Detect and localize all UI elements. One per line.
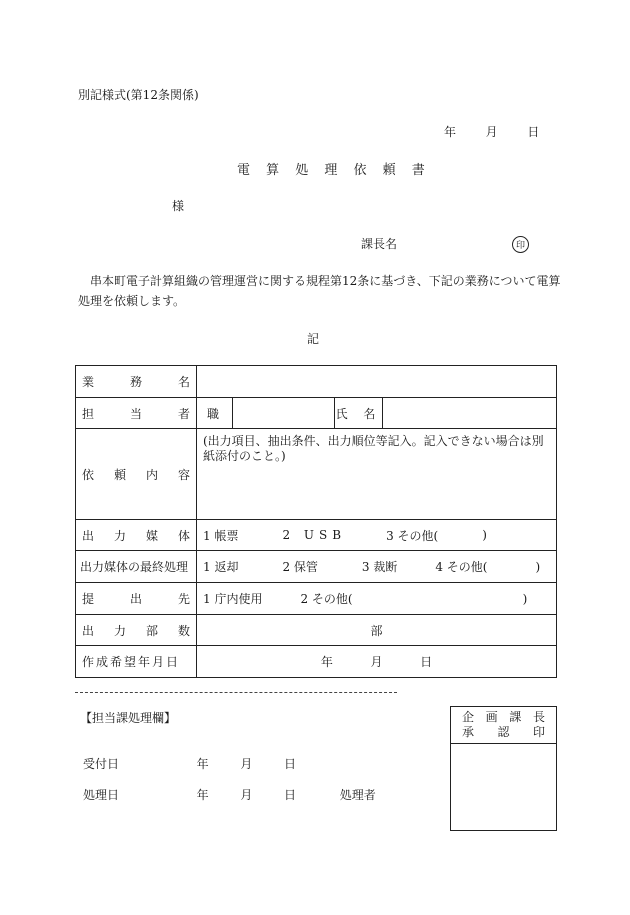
person-label: 担 当 者: [76, 398, 197, 429]
row-request: [76, 429, 557, 520]
seal-icon: 印: [512, 236, 529, 253]
row-business-name: [76, 366, 557, 398]
copies-field[interactable]: [197, 615, 557, 646]
approval-box: [450, 706, 557, 831]
business-name-label: 業 務 名: [76, 366, 197, 398]
final-option-4[interactable]: 4 その他(: [435, 560, 488, 574]
destination-options: [197, 583, 557, 615]
media-option-3[interactable]: 3 その他(: [386, 528, 439, 543]
media-label: 出 力 媒 体: [76, 520, 197, 551]
received-label: 受付日: [83, 757, 120, 771]
document-title: 電 算 処 理 依 頼 書: [237, 163, 428, 178]
copies-unit: 部: [370, 623, 383, 638]
dest-option-2[interactable]: 2 その他(: [300, 592, 353, 606]
final-option-2[interactable]: 2 保管: [282, 560, 318, 574]
processed-year: 年: [196, 788, 209, 802]
row-person: [76, 398, 557, 429]
media-option-2[interactable]: 2 USB: [282, 528, 347, 542]
header-date-month: 月: [485, 125, 498, 139]
handler-label: 処理者: [339, 788, 376, 802]
received-month: 月: [240, 757, 253, 771]
approval-header-cell: [451, 707, 557, 744]
approval-header: [451, 707, 557, 744]
received-year: 年: [196, 757, 209, 771]
received-date-row: [83, 755, 296, 772]
copies-label: 出 力 部 数: [76, 615, 197, 646]
name-field[interactable]: [383, 398, 557, 429]
approval-row-2: 承 認 印: [462, 725, 545, 739]
dest-option-1[interactable]: 1 庁内使用: [203, 592, 263, 606]
desired-date-label: 作成希望年月日: [76, 646, 197, 678]
row-final-processing: [76, 551, 557, 583]
dest-option-2-close: ): [522, 591, 528, 606]
header-date-year: 年: [444, 125, 457, 139]
desired-date-field[interactable]: [197, 646, 557, 678]
ki-heading: 記: [307, 332, 320, 346]
destination-label: 提 出 先: [76, 583, 197, 615]
row-copies: [76, 615, 557, 646]
processed-label: 処理日: [83, 788, 120, 802]
processed-day: 日: [284, 788, 297, 802]
approval-row-1: 企 画 課 長: [462, 710, 545, 724]
request-label: 依 頼 内 容: [76, 429, 197, 520]
approval-stamp-area[interactable]: [451, 744, 557, 831]
received-day: 日: [284, 757, 297, 771]
final-option-1[interactable]: 1 返却: [203, 560, 239, 574]
row-destination: [76, 583, 557, 615]
final-option-3[interactable]: 3 裁断: [361, 560, 398, 574]
row-media: [76, 520, 557, 551]
desired-date-day: 日: [420, 655, 433, 669]
request-form-table: [75, 365, 557, 678]
request-note: (出力項目、抽出条件、出力順位等記入。記入できない場合は別紙添付のこと。): [203, 434, 544, 463]
header-date-day: 日: [527, 125, 540, 139]
name-label: 氏 名: [335, 398, 383, 429]
position-label: 職: [197, 398, 233, 429]
position-field[interactable]: [233, 398, 335, 429]
final-processing-options: [197, 551, 557, 583]
request-field[interactable]: [197, 429, 557, 520]
section-title: 【担当課処理欄】: [80, 711, 177, 725]
seal-mark: [512, 233, 529, 253]
media-option-1[interactable]: 1 帳票: [203, 528, 239, 543]
cut-line-divider: [75, 692, 397, 693]
chief-name-label: 課長名: [361, 237, 398, 251]
final-option-4-close: ): [535, 559, 541, 574]
desired-date-year: 年: [320, 655, 333, 669]
processed-date-row: [83, 786, 376, 803]
final-processing-label: 出力媒体の最終処理: [76, 551, 197, 583]
row-desired-date: [76, 646, 557, 678]
desired-date-month: 月: [370, 655, 383, 669]
processed-month: 月: [240, 788, 253, 802]
header-date: [444, 123, 539, 140]
intro-line-2: 処理を依頼します。: [78, 294, 186, 308]
addressee-suffix: 様: [172, 199, 185, 213]
form-reference: 別記様式(第12条関係): [78, 88, 199, 102]
media-option-3-close: ): [482, 528, 487, 542]
media-options: [197, 520, 557, 551]
business-name-field[interactable]: [197, 366, 557, 398]
intro-line-1: 串本町電子計算組織の管理運営に関する規程第12条に基づき、下記の業務について電算: [90, 274, 561, 288]
